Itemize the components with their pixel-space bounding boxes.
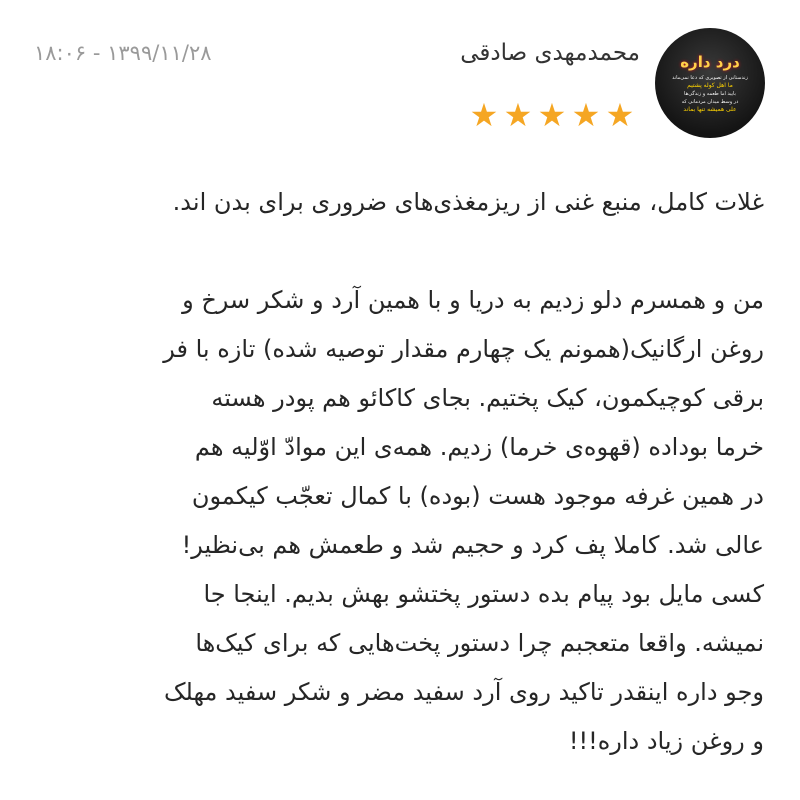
review-line: خرما بوداده (قهوه‌ی خرما) زدیم. همه‌ی این موادّ اوّلیه هم xyxy=(194,433,764,461)
review-line: من و همسرم دلو زدیم به دریا و با همین آرد و شکر سرخ و xyxy=(182,286,764,314)
review-line: وجو داره اینقدر تاکید روی آرد سفید مضر و شکر سفید مهلک xyxy=(164,678,764,706)
reviewer-name[interactable]: محمدمهدی صادقی xyxy=(460,40,640,66)
avatar-caption-line: علی همیشه تنها بماند xyxy=(683,105,737,113)
review-line: برقی کوچیکمون، کیک پختیم. بجای کاکائو هم پودر هسته xyxy=(211,384,764,412)
star-icon: ★ xyxy=(537,96,567,134)
review-line: و روغن زیاد داره!!! xyxy=(568,727,764,755)
avatar-caption xyxy=(662,74,758,114)
avatar-title: درد داره xyxy=(680,52,740,71)
paragraph-spacer xyxy=(34,227,764,276)
avatar-caption-line: زندستانی از تصویری که دعا نمی‌ماند xyxy=(672,74,748,81)
review-timestamp: ۱۸:۰۶ - ۱۳۹۹/۱۱/۲۸ xyxy=(34,41,212,65)
review-line: کسی مایل بود پیام بده دستور پختشو بهش بدیم. اینجا جا xyxy=(203,580,764,608)
star-icon: ★ xyxy=(571,96,601,134)
star-icon: ★ xyxy=(605,96,635,134)
star-icon: ★ xyxy=(503,96,533,134)
avatar[interactable] xyxy=(655,28,765,138)
review-line: در همین غرفه موجود هست (بوده) با کمال تعجّب کیکمون xyxy=(191,482,764,510)
review-line: روغن ارگانیک(همونم یک چهارم مقدار توصیه شده) تازه با فر xyxy=(163,335,764,363)
review-line: عالی شد. کاملا پف کرد و حجیم شد و طعمش هم بی‌نظیر! xyxy=(181,531,764,559)
review-line: نمیشه. واقعا متعجبم چرا دستور پخت‌هایی که برای کیک‌ها xyxy=(195,629,764,657)
review-paragraph: غلات کامل، منبع غنی از ریزمغذی‌های ضروری برای بدن اند. xyxy=(172,188,764,216)
avatar-caption-line: ما اهل کوله پشتیم xyxy=(687,81,733,89)
avatar-caption-line: در وسط میدان مردمانی که xyxy=(681,98,739,105)
star-rating xyxy=(469,96,635,134)
review-text xyxy=(34,178,764,766)
star-icon: ★ xyxy=(469,96,499,134)
avatar-caption-line: بایید اما طعمه و زندگی‌ها xyxy=(684,90,736,97)
